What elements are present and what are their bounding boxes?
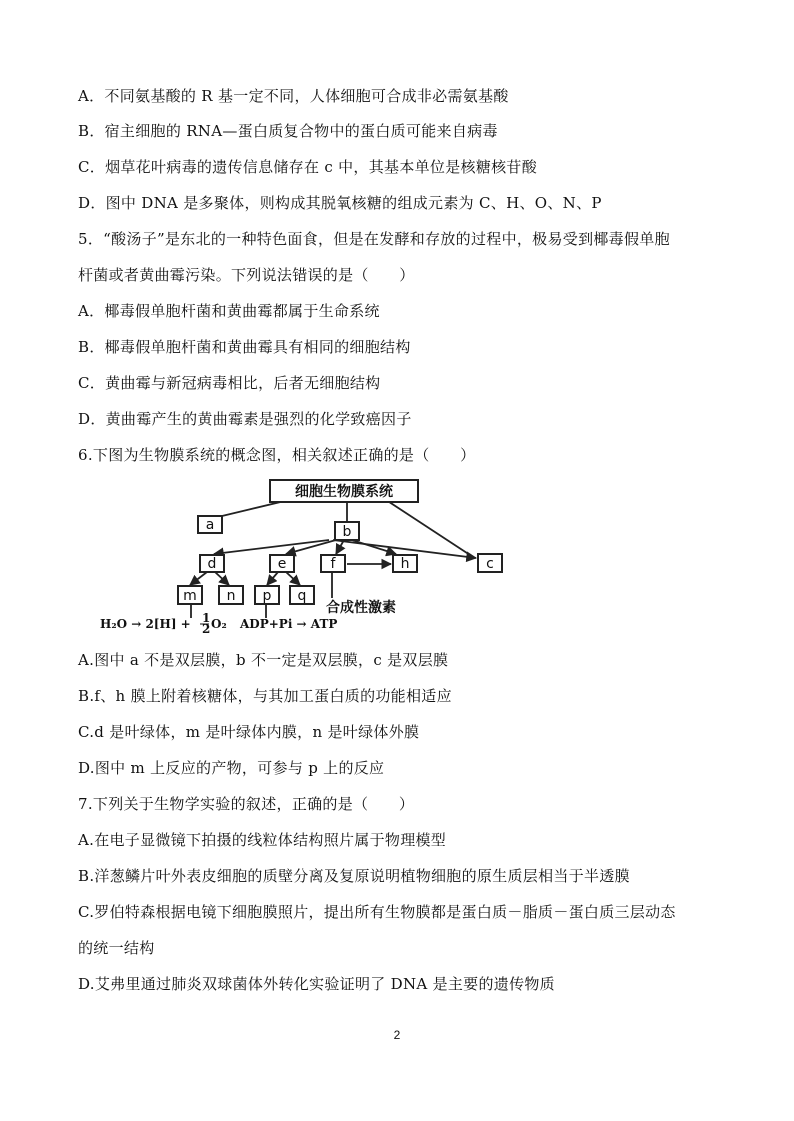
page-number: 2: [393, 1028, 401, 1042]
q5-stem-line1: 5．“酸汤子”是东北的一种特色面食，但是在发酵和存放的过程中，极易受到椰毒假单胞: [78, 230, 670, 248]
q7-stem: 7.下列关于生物学实验的叙述，正确的是（ ）: [78, 795, 415, 813]
node-e-label: e: [277, 556, 287, 572]
fraction-denominator: 2: [202, 622, 211, 634]
membrane-system-concept-diagram: [92, 476, 550, 634]
node-f-label: f: [330, 556, 336, 572]
q6-option-d: D.图中 m 上反应的产物，可参与 p 上的反应: [78, 759, 385, 777]
q6-option-b: B.f、h 膜上附着核糖体，与其加工蛋白质的功能相适应: [78, 687, 452, 705]
node-d-label: d: [207, 556, 217, 572]
q4-option-b: B．宿主细胞的 RNA—蛋白质复合物中的蛋白质可能来自病毒: [78, 122, 498, 140]
q5-stem-line2: 杆菌或者黄曲霉污染。下列说法错误的是（ ）: [78, 266, 415, 284]
photolysis-equation-tail: O₂: [211, 617, 227, 631]
q6-stem: 6.下图为生物膜系统的概念图，相关叙述正确的是（ ）: [78, 446, 476, 464]
q7-option-c-line2: 的统一结构: [78, 939, 155, 957]
q5-option-a: A．椰毒假单胞杆菌和黄曲霉都属于生命系统: [78, 302, 380, 320]
q6-option-a: A.图中 a 不是双层膜，b 不一定是双层膜，c 是双层膜: [78, 651, 449, 669]
q4-option-c: C．烟草花叶病毒的遗传信息储存在 c 中，其基本单位是核糖核苷酸: [78, 158, 538, 176]
q7-option-a: A.在电子显微镜下拍摄的线粒体结构照片属于物理模型: [78, 831, 447, 849]
q7-option-b: B.洋葱鳞片叶外表皮细胞的质壁分离及复原说明植物细胞的原生质层相当于半透膜: [78, 867, 630, 885]
node-m-label: m: [183, 588, 197, 604]
node-p-label: p: [262, 588, 272, 604]
node-a-label: a: [205, 517, 215, 533]
fraction-numerator: 1: [202, 611, 211, 625]
q4-option-a: A．不同氨基酸的 R 基一定不同，人体细胞可合成非必需氨基酸: [78, 87, 509, 105]
q7-option-c-line1: C.罗伯特森根据电镜下细胞膜照片，提出所有生物膜都是蛋白质－脂质－蛋白质三层动态: [78, 903, 676, 921]
hormone-synthesis-label: 合成性激素: [326, 600, 396, 616]
node-c-label: c: [486, 556, 494, 572]
q5-option-c: C．黄曲霉与新冠病毒相比，后者无细胞结构: [78, 374, 381, 392]
q7-option-d: D.艾弗里通过肺炎双球菌体外转化实验证明了 DNA 是主要的遗传物质: [78, 975, 555, 993]
q6-option-c: C.d 是叶绿体，m 是叶绿体内膜，n 是叶绿体外膜: [78, 723, 420, 741]
node-h-label: h: [400, 556, 410, 572]
node-q-label: q: [297, 588, 307, 604]
q5-option-b: B．椰毒假单胞杆菌和黄曲霉具有相同的细胞结构: [78, 338, 411, 356]
q4-option-d: D．图中 DNA 是多聚体，则构成其脱氧核糖的组成元素为 C、H、O、N、P: [78, 194, 602, 212]
node-n-label: n: [226, 588, 236, 604]
root-label: 细胞生物膜系统: [295, 484, 393, 500]
photolysis-equation-left: H₂O → 2[H] +: [100, 617, 191, 631]
node-b-label: b: [342, 524, 352, 540]
atp-synthesis-equation: ADP+Pi → ATP: [240, 617, 338, 631]
q5-option-d: D．黄曲霉产生的黄曲霉素是强烈的化学致癌因子: [78, 410, 412, 428]
